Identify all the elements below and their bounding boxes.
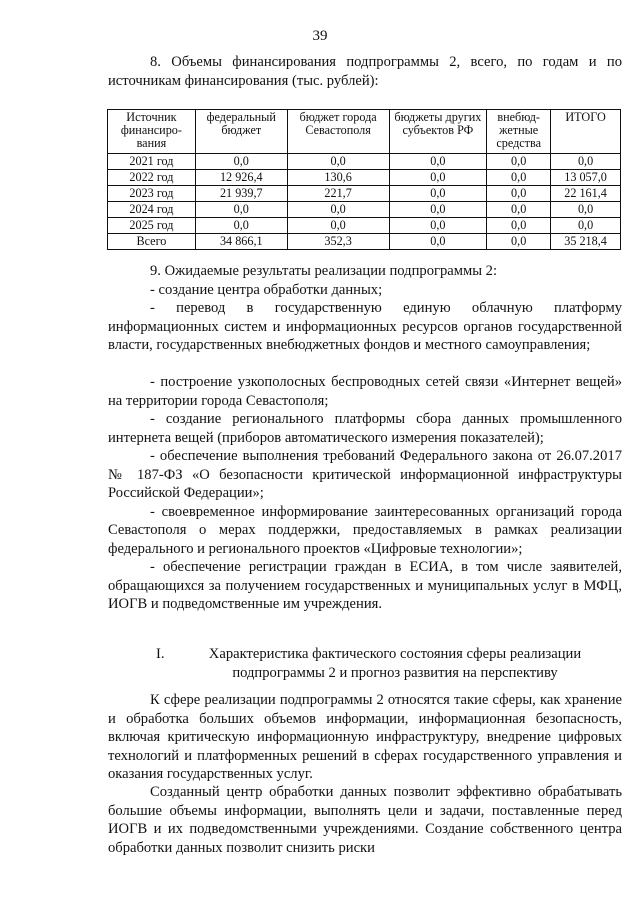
table-cell: 2023 год	[108, 186, 196, 202]
table-cell: 35 218,4	[551, 234, 621, 250]
table-cell: 22 161,4	[551, 186, 621, 202]
page-number: 39	[312, 28, 328, 44]
table-cell: 0,0	[389, 154, 487, 170]
table-cell: 21 939,7	[195, 186, 287, 202]
table-cell: 0,0	[551, 218, 621, 234]
table-row-total	[108, 234, 621, 250]
table-header-cell: внебюд-жетные средства	[487, 110, 551, 154]
table-cell: 0,0	[287, 154, 389, 170]
table-header-cell: ИТОГО	[551, 110, 621, 154]
table-cell: Всего	[108, 234, 196, 250]
table-cell: 13 057,0	[551, 170, 621, 186]
table-header-cell: федеральный бюджет	[195, 110, 287, 154]
result-item: - создание регионального платформы сбора данных промышленного интернета вещей (приборов автоматического измерения показателей);	[108, 411, 622, 446]
table-cell: 0,0	[551, 154, 621, 170]
table-cell: 130,6	[287, 170, 389, 186]
table-cell: 352,3	[287, 234, 389, 250]
section-heading	[150, 645, 610, 682]
section-paragraph: К сфере реализации подпрограммы 2 относятся такие сферы, как хранение и обработка больших объемов информации, информационная безопасность, включая критическую информационную инфраструктуру, внедрение цифровых технологий и платформенных решений в сферах государственного управления и оказания государственных услуг.	[108, 692, 622, 782]
table-cell: 2024 год	[108, 202, 196, 218]
table-cell: 0,0	[487, 186, 551, 202]
table-cell: 0,0	[487, 218, 551, 234]
table-row	[108, 202, 621, 218]
section-paragraph: Созданный центр обработки данных позволит эффективно обрабатывать большие объемы информации, выполнять цели и задачи, поставленные перед ИОГВ и их подведомственными учреждениями. Создание собственного центра обработки данных позволит снизить риски	[108, 784, 622, 856]
section-heading-text: Характеристика фактического состояния сферы реализации подпрограммы 2 и прогноз развития на перспективу	[208, 646, 582, 681]
result-item: - своевременное информирование заинтересованных организаций города Севастополя о мерах поддержки, предоставляемых в рамках реализации федерального и регионального проектов «Цифровые технологии»;	[108, 503, 622, 557]
table-cell: 2021 год	[108, 154, 196, 170]
result-item: - создание центра обработки данных;	[150, 281, 383, 298]
table-cell: 34 866,1	[195, 234, 287, 250]
table-cell: 0,0	[389, 170, 487, 186]
financing-table	[107, 109, 621, 250]
table-cell: 0,0	[389, 218, 487, 234]
table-cell: 0,0	[195, 202, 287, 218]
table-header-cell: бюджет города Севастополя	[287, 110, 389, 154]
table-cell: 0,0	[487, 202, 551, 218]
financing-intro: 8. Объемы финансирования подпрограммы 2, всего, по годам и по источникам финансирования (тыс. рублей):	[108, 54, 622, 89]
table-row	[108, 186, 621, 202]
table-cell: 0,0	[551, 202, 621, 218]
table-header-cell: бюджеты других субъектов РФ	[389, 110, 487, 154]
table-cell: 0,0	[195, 154, 287, 170]
table-cell: 221,7	[287, 186, 389, 202]
results-title: 9. Ожидаемые результаты реализации подпрограммы 2:	[150, 263, 498, 279]
table-cell: 2022 год	[108, 170, 196, 186]
table-cell: 0,0	[487, 170, 551, 186]
section-numeral: I.	[156, 646, 165, 662]
result-item: - обеспечение выполнения требований Федерального закона от 26.07.2017 № 187-ФЗ «О безопасности критической информационной инфраструктуры Российской Федерации»;	[108, 448, 622, 501]
table-cell: 0,0	[389, 202, 487, 218]
table-cell: 0,0	[389, 186, 487, 202]
table-row	[108, 170, 621, 186]
table-cell: 0,0	[389, 234, 487, 250]
table-cell: 0,0	[287, 202, 389, 218]
table-cell: 0,0	[287, 218, 389, 234]
table-header-row	[108, 110, 621, 154]
table-cell: 0,0	[195, 218, 287, 234]
table-row	[108, 218, 621, 234]
result-item: - перевод в государственную единую облачную платформу информационных систем и информационных ресурсов органов государственной власти, государственных внебюджетных фондов и местного самоуправления;	[108, 300, 622, 353]
table-cell: 12 926,4	[195, 170, 287, 186]
result-item: - обеспечение регистрации граждан в ЕСИА, в том числе заявителей, обращающихся за получением государственных и муниципальных услуг в МФЦ, ИОГВ и подведомственные им учреждения.	[108, 559, 622, 612]
table-cell: 0,0	[487, 234, 551, 250]
table-cell: 2025 год	[108, 218, 196, 234]
result-item: - построение узкополосных беспроводных сетей связи «Интернет вещей» на территории города Севастополя;	[108, 374, 622, 409]
table-cell: 0,0	[487, 154, 551, 170]
table-row	[108, 154, 621, 170]
table-header-cell: Источник финансиро-вания	[108, 110, 196, 154]
